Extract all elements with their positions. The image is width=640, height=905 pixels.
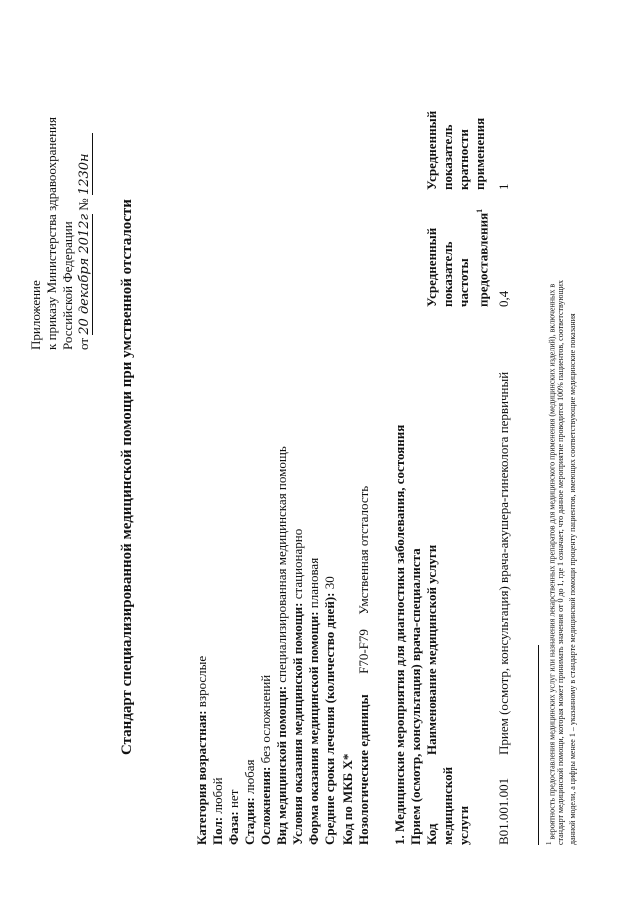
- param-row: [226, 790, 241, 845]
- section-heading: 1. Медицинские мероприятия для диагностики заболевания, состояния: [392, 424, 407, 845]
- param-row: [322, 576, 337, 845]
- param-value: стационарно: [290, 528, 305, 600]
- param-row: [242, 759, 257, 845]
- param-label: Осложнения:: [258, 766, 273, 845]
- param-label: Вид медицинской помощи:: [274, 685, 289, 845]
- appendix-label: Приложение: [28, 280, 43, 350]
- date-prefix: от: [76, 337, 91, 350]
- table-cell-code: B01.001.001: [496, 777, 511, 845]
- col-header-code-1: Код: [424, 823, 439, 845]
- table-cell-name: Прием (осмотр, консультация) врача-акушера-гинеколога первичный: [496, 371, 511, 755]
- param-value: любой: [210, 777, 225, 814]
- param-label: Категория возрастная:: [194, 710, 209, 845]
- param-row: [210, 777, 225, 845]
- param-value: специализированная медицинская помощь: [274, 446, 289, 683]
- col-header-mult-4: применения: [472, 117, 487, 190]
- section-subheading: Прием (осмотр, консультация) врача-специалиста: [408, 548, 423, 845]
- order-line: к приказу Министерства здравоохранения: [44, 117, 59, 350]
- mkb-heading: Код по МКБ X*: [340, 753, 355, 845]
- param-value: без осложнений: [258, 674, 273, 764]
- footnote-text-1: вероятность предоставления медицинских услуг или назначения лекарственных препаратов для медицинского применения (медицинских изделий), включенных в: [547, 283, 557, 840]
- page-title: Стандарт специализированной медицинской помощи при умственной отсталости: [119, 199, 135, 755]
- col-header-mult-1: Усредненный: [424, 110, 439, 190]
- param-label: Форма оказания медицинской помощи:: [306, 611, 321, 845]
- handwritten-date: 20 декабря 2012г: [77, 213, 92, 335]
- param-label: Фаза:: [226, 811, 241, 845]
- param-label: Стадия:: [242, 797, 257, 845]
- footnote-line-2: стандарт медицинской помощи, которая может принимать значения от 0 до 1, где 1 означает, что данное мероприятие проводится 100% пациентов, соответствующих: [556, 280, 565, 845]
- col-header-mult-3: кратности: [456, 129, 471, 190]
- col-header-freq-4-text: предоставления: [475, 212, 491, 307]
- col-header-name: Наименование медицинской услуги: [424, 544, 439, 755]
- number-prefix: №: [76, 198, 91, 211]
- mkb-row: [356, 486, 371, 845]
- param-row: [258, 675, 273, 845]
- param-value: взрослые: [194, 655, 209, 708]
- param-value: 30: [322, 576, 337, 590]
- param-row: [306, 558, 321, 845]
- param-value: плановая: [306, 557, 321, 609]
- footnote-ref: 1: [475, 208, 484, 213]
- handwritten-number: 1230н: [77, 133, 93, 195]
- col-header-freq-3: частоты: [456, 258, 471, 307]
- mkb-label: Нозологические единицы: [356, 694, 371, 845]
- federation-line: Российской Федерации: [60, 221, 75, 350]
- param-label: Условия оказания медицинской помощи:: [290, 602, 305, 845]
- param-value: нет: [226, 789, 241, 809]
- footnote-marker: 1: [545, 841, 553, 845]
- table-cell-mult: 1: [496, 183, 511, 190]
- col-header-freq-2: показатель: [440, 241, 455, 307]
- footnote-divider: [538, 645, 539, 845]
- mkb-code: F70-F79: [356, 629, 371, 674]
- param-row: [194, 656, 209, 845]
- param-label: Средние сроки лечения (количество дней):: [322, 592, 337, 845]
- param-value: любая: [242, 759, 257, 795]
- param-row: [274, 446, 289, 845]
- col-header-code-3: услуги: [456, 805, 471, 845]
- param-row: [290, 529, 305, 845]
- footnote-line-3: данной модели, а цифры менее 1 – указанному в стандарте медицинской помощи проценту пациентов, имеющих соответствующие медицинские показания: [568, 313, 577, 845]
- col-header-mult-2: показатель: [440, 124, 455, 190]
- date-line: [76, 133, 93, 350]
- col-header-freq-4: [472, 209, 490, 307]
- param-label: Пол:: [210, 816, 225, 845]
- col-header-code-2: медицинской: [440, 766, 455, 845]
- mkb-name: Умственная отсталость: [356, 485, 371, 615]
- col-header-freq-1: Усредненный: [424, 227, 439, 307]
- table-cell-freq: 0,4: [496, 290, 511, 307]
